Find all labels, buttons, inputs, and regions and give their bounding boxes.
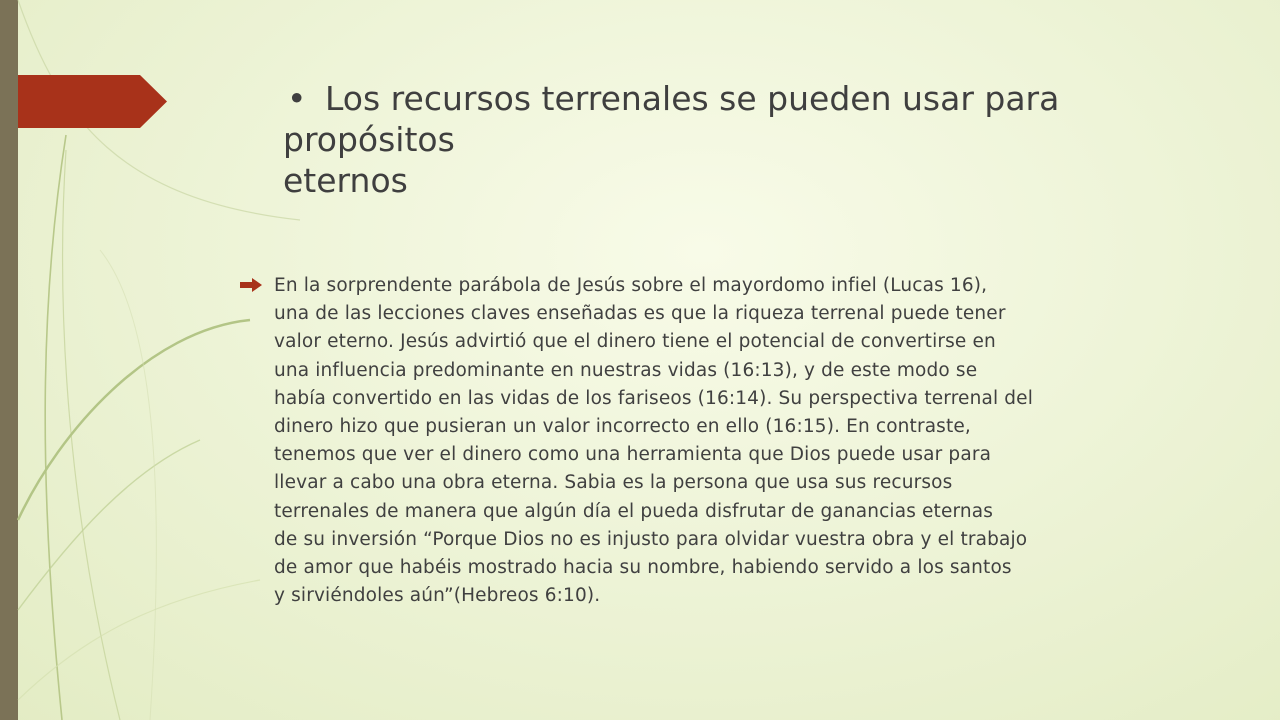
body-line: una de las lecciones claves enseñadas es que la riqueza terrenal puede tener <box>274 303 1006 325</box>
body-text <box>274 272 1200 610</box>
body-line: valor eterno. Jesús advirtió que el dinero tiene el potencial de convertirse en <box>274 331 996 353</box>
title-accent-tab <box>18 75 167 128</box>
title-line-2: propósitos <box>283 120 455 159</box>
body-line: una influencia predominante en nuestras vidas (16:13), y de este modo se <box>274 359 978 381</box>
body-line: dinero hizo que pusieran un valor incorrecto en ello (16:15). En contraste, <box>274 416 971 438</box>
body-line: tenemos que ver el dinero como una herramienta que Dios puede usar para <box>274 444 992 466</box>
body-line: llevar a cabo una obra eterna. Sabia es la persona que usa sus recursos <box>274 472 953 494</box>
title-line-3: eternos <box>283 161 408 200</box>
body-paragraph <box>240 272 1200 610</box>
body-line: y sirviéndoles aún”(Hebreos 6:10). <box>274 585 601 607</box>
body-line: En la sorprendente parábola de Jesús sobre el mayordomo infiel (Lucas 16), <box>274 275 988 296</box>
body-line: terrenales de manera que algún día el pueda disfrutar de ganancias eternas <box>274 500 994 522</box>
body-line: había convertido en las vidas de los fariseos (16:14). Su perspectiva terrenal del <box>274 387 1033 409</box>
title-bullet: • <box>287 79 307 118</box>
body-line: de amor que habéis mostrado hacia su nombre, habiendo servido a los santos <box>274 557 1012 579</box>
title-line-1 <box>283 78 1223 119</box>
title-line-1-text: Los recursos terrenales se pueden usar para <box>325 79 1060 118</box>
body-line: de su inversión “Porque Dios no es injusto para olvidar vuestra obra y el trabajo <box>274 528 1028 550</box>
slide-title <box>283 78 1223 201</box>
arrow-right-icon <box>240 278 262 292</box>
